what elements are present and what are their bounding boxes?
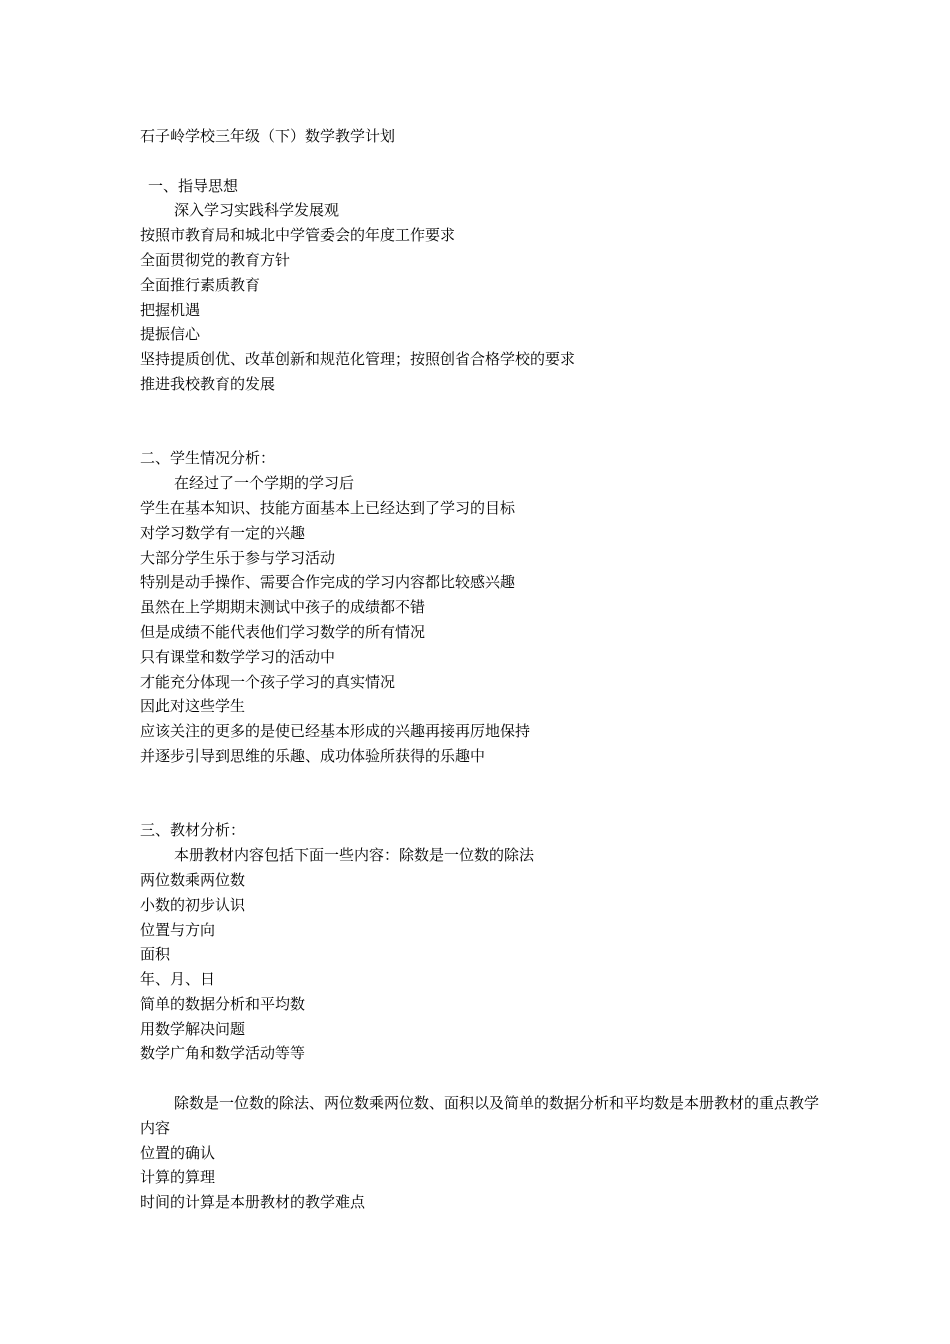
section-heading-student-analysis: 二、学生情况分析： (140, 449, 276, 468)
text-line: 面积 (140, 945, 171, 964)
text-line: 计算的算理 (140, 1168, 216, 1187)
text-line: 学生在基本知识、技能方面基本上已经达到了学习的目标 (140, 498, 516, 517)
text-line: 对学习数学有一定的兴趣 (140, 523, 306, 542)
text-line: 在经过了一个学期的学习后 (174, 474, 355, 493)
text-line: 深入学习实践科学发展观 (174, 201, 340, 220)
text-line: 虽然在上学期期末测试中孩子的成绩都不错 (140, 598, 426, 617)
text-line: 把握机遇 (140, 300, 201, 319)
text-line: 本册教材内容包括下面一些内容：除数是一位数的除法 (174, 846, 535, 865)
blank-lines (140, 397, 830, 447)
text-line: 两位数乘两位数 (140, 870, 246, 889)
text-line: 简单的数据分析和平均数 (140, 994, 306, 1013)
text-line: 全面贯彻党的教育方针 (140, 250, 291, 269)
text-line: 大部分学生乐于参与学习活动 (140, 548, 336, 567)
text-line: 时间的计算是本册教材的教学难点 (140, 1193, 366, 1212)
text-line: 推进我校教育的发展 (140, 374, 276, 393)
text-line: 全面推行素质教育 (140, 275, 261, 294)
text-line: 用数学解决问题 (140, 1019, 246, 1038)
text-line: 提振信心 (140, 325, 201, 344)
text-line: 年、月、日 (140, 970, 216, 989)
text-line: 并逐步引导到思维的乐趣、成功体验所获得的乐趣中 (140, 746, 486, 765)
key-content-paragraph: 除数是一位数的除法、两位数乘两位数、面积以及简单的数据分析和平均数是本册教材的重点教学内容 (140, 1094, 820, 1137)
blank-line (140, 149, 830, 174)
section-heading-textbook-analysis: 三、教材分析： (140, 821, 246, 840)
document-title: 石子岭学校三年级（下）数学教学计划 (140, 127, 396, 145)
text-line: 但是成绩不能代表他们学习数学的所有情况 (140, 622, 426, 641)
text-line: 只有课堂和数学学习的活动中 (140, 647, 336, 666)
text-line: 特别是动手操作、需要合作完成的学习内容都比较感兴趣 (140, 573, 516, 592)
text-line: 位置与方向 (140, 920, 216, 939)
text-line: 小数的初步认识 (140, 895, 246, 914)
text-line: 数学广角和数学活动等等 (140, 1044, 306, 1063)
text-line: 才能充分体现一个孩子学习的真实情况 (140, 672, 396, 691)
text-line: 应该关注的更多的是使已经基本形成的兴趣再接再厉地保持 (140, 722, 531, 741)
text-line: 按照市教育局和城北中学管委会的年度工作要求 (140, 226, 456, 245)
text-line: 因此对这些学生 (140, 697, 246, 716)
text-line: 位置的确认 (140, 1143, 216, 1162)
text-line: 坚持提质创优、改革创新和规范化管理；按照创省合格学校的要求 (140, 350, 576, 369)
blank-lines (140, 769, 830, 819)
blank-line (140, 1066, 830, 1091)
document-page (140, 124, 830, 1215)
section-heading-guiding-ideology: 一、指导思想 (148, 176, 239, 195)
